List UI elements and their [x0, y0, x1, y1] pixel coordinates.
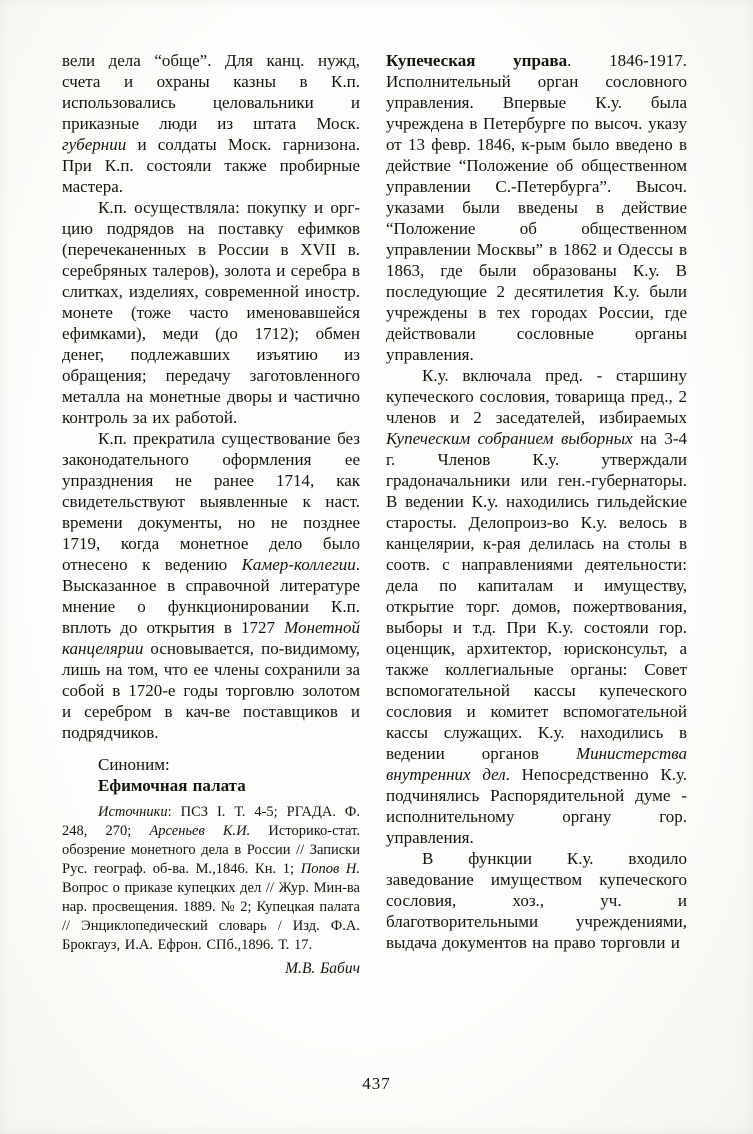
paragraph	[62, 754, 360, 775]
italic-text-run: Купеческим собранием выборных	[386, 429, 633, 448]
paragraph	[386, 50, 687, 365]
italic-text-run: Монетной канцелярии	[62, 618, 360, 658]
text-run: К.п. осуществляла: покупку и орг-цию подрядов на поставку ефимков (перечеканенных в России в XVII в. серебряных талеров), золота и серебра в слитках, изделиях, современной иностр. монете (тоже часто именовавшейся ефимками), меди (до 1712); обмен денег, подлежавших изъятию из обращения; передачу заготовленного металла на монетные дворы и частично контроль за их работой.	[62, 198, 360, 427]
paragraph	[386, 848, 687, 953]
paragraph	[62, 428, 360, 743]
paragraph	[62, 958, 360, 979]
paragraph	[386, 365, 687, 848]
text-run: : ПСЗ I. Т. 4-5; РГАДА. Ф. 248, 270;	[62, 804, 360, 839]
text-run: В функции К.у. входило заведование имуществом купеческого сословия, хоз., уч. и благотворительными учреждениями, выдача документов на право торговли и	[386, 849, 687, 952]
paragraph	[62, 803, 360, 955]
page-number: 437	[362, 1074, 391, 1093]
text-run: К.п. прекратила существование без законодательного оформления ее упразднения не ранее 1714, как свидетельствуют выявленные к наст. времени документы, но не позднее 1719, когда монетное дело было отнесено к ведению	[62, 429, 360, 574]
italic-text-run: Арсеньев К.И.	[149, 823, 251, 839]
italic-text-run: губернии	[62, 135, 127, 154]
italic-text-run: М.В. Бабич	[285, 960, 360, 977]
italic-text-run: Попов Н.	[300, 861, 360, 877]
text-run: . 1846-1917. Исполнительный орган сословного управления. Впервые К.у. была учреждена в Петербурге по высоч. указу от 13 февр. 1846, к-рым было введено в действие “Положение об общественном управлении С.-Петербурга”. Высоч. указами были введены в действие “Положение об общественном управлении Москвы” в 1862 и Одессы в 1863, где были образованы К.у. В последующие 2 десятилетия К.у. были учреждены в тех городах России, где действовали сословные органы управления.	[386, 51, 687, 364]
bold-text-run: Купеческая управа	[386, 51, 568, 70]
text-run: . Непосредственно К.у. подчинялись Распорядительной думе - исполнительному органу гор. управления.	[386, 765, 688, 847]
text-run: К.у. включала пред. - старшину купеческого сословия, товарища пред., 2 членов и 2 заседателей, избираемых	[386, 366, 687, 427]
text-run: Вопрос о приказе купецких дел // Жур. Мин-ва нар. просвещения. 1889. № 2; Купецкая палата // Энциклопедический словарь / Изд. Ф.А. Брокгауз, И.А. Ефрон. СПб.,1896. Т. 17.	[62, 880, 360, 953]
text-columns	[62, 50, 687, 979]
text-run: Синоним:	[98, 755, 170, 774]
right-column	[386, 50, 687, 979]
text-run: . Высказанное в справочной литературе мнение о функционировании К.п. вплоть до открытия в 1727	[62, 555, 360, 637]
left-column	[62, 50, 360, 979]
text-run: и солдаты Моск. гарнизона. При К.п. состояли также пробирные мастера.	[62, 135, 360, 196]
text-run: на 3-4 г. Членов К.у. утверждали градоначальники или ген.-губернаторы. В ведении К.у. находились гильдейские старосты. Делопроиз-во К.у. велось в канцелярии, к-рая делилась на столы в соотв. с направлениями деятельности: дела по капиталам и имуществу, открытие торг. домов, пожертвования, выборы и т.д. При К.у. состояли гор. оценщик, архитектор, юрисконсульт, а также коллегиальные органы: Совет вспомогательной кассы купеческого сословия и комитет вспомогательной кассы служащих. К.у. находились в ведении органов	[386, 429, 687, 763]
italic-text-run: Камер-коллегии	[241, 555, 356, 574]
text-run: вели дела “обще”. Для канц. нужд, счета и охраны казны в К.п. использовались целовальники и приказные люди из штата Моск.	[62, 51, 360, 133]
paragraph	[62, 197, 360, 428]
italic-text-run: Министерства внутренних дел	[386, 744, 687, 784]
italic-text-run: Источники	[98, 804, 168, 820]
text-run: основывается, по-видимому, лишь на том, что ее члены сохранили за собой в 1720-е годы торговлю золотом и серебром в кач-ве поставщиков и подрядчиков.	[62, 639, 360, 742]
text-run: Историко-стат. обозрение монетного дела в России // Записки Рус. географ. об-ва. М.,1846. Кн. 1;	[62, 823, 360, 877]
bold-text-run: Ефимочная палата	[98, 776, 246, 795]
paragraph	[62, 775, 360, 796]
paragraph	[62, 50, 360, 197]
